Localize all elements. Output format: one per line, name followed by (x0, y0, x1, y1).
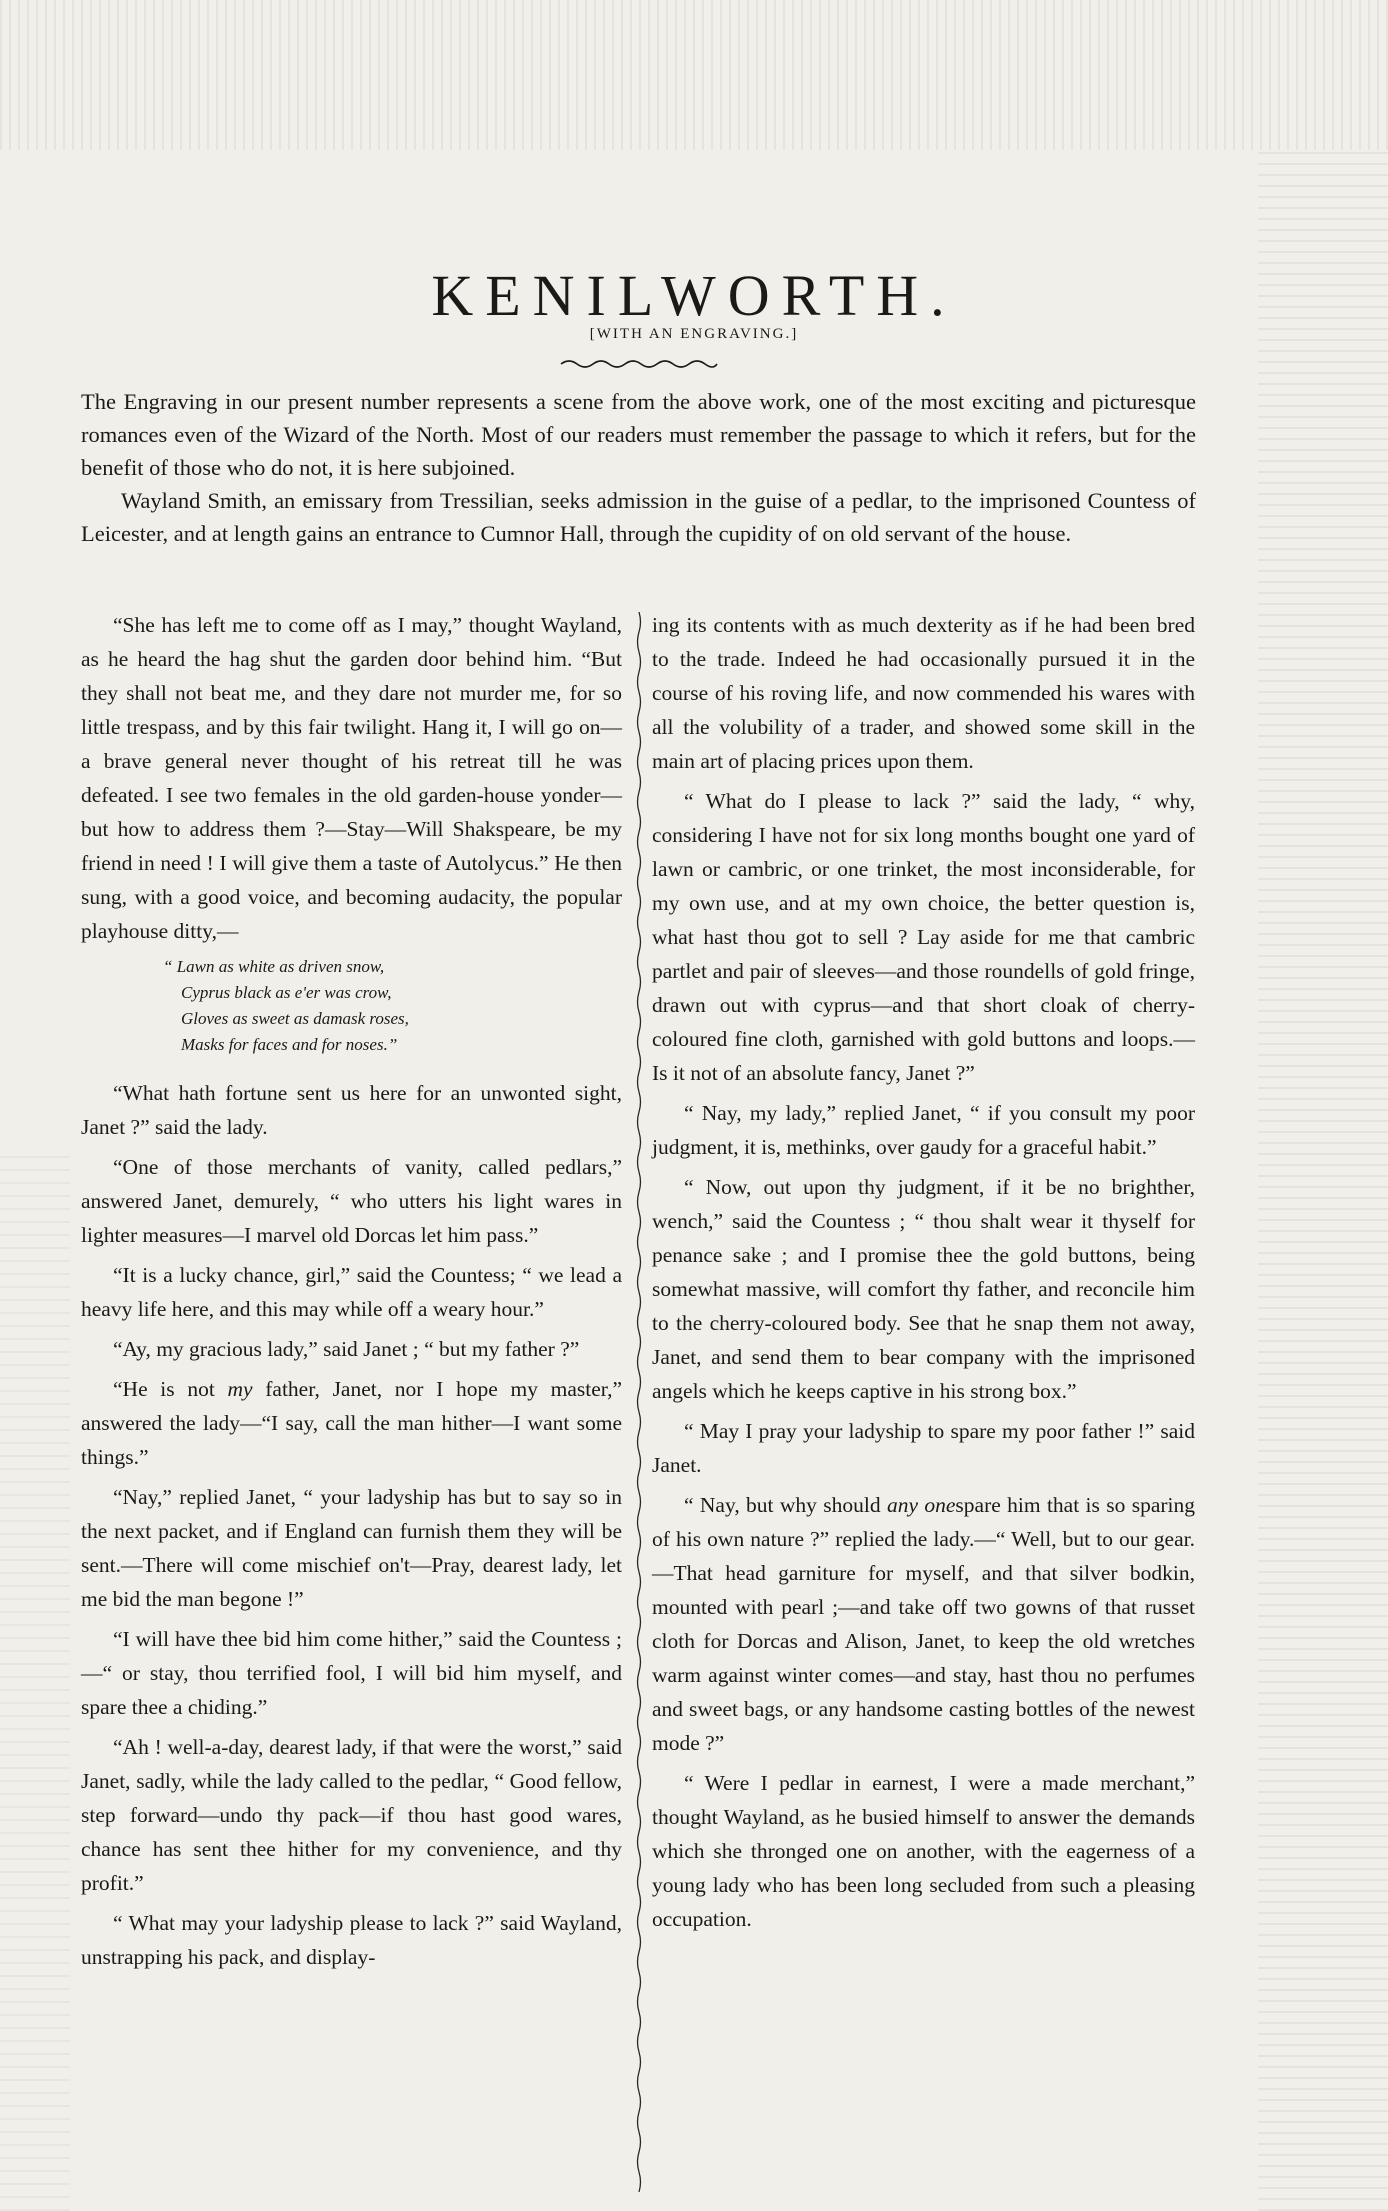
body-paragraph: “ What do I please to lack ?” said the lady, “ why, considering I have not for six long months bought one yard of lawn or cambric, or one trinket, the most inconsiderable, for my own use, and at my own choice, the better question is, what hast thou got to sell ? Lay aside for me that cambric partlet and pair of sleeves—and those roundells of gold fringe, drawn out with cyprus—and that short cloak of cherry-coloured fine cloth, garnished with gold buttons and loops.—Is it not of an absolute fancy, Janet ?” (652, 789, 1195, 1085)
body-paragraph: “ Now, out upon thy judgment, if it be no brighther, wench,” said the Countess ; “ thou shalt wear it thyself for penance sake ; and I promise thee the gold buttons, being somewhat massive, will comfort thy father, and reconcile him to the cherry-coloured body. See that he snap them not away, Janet, and send them to bear company with the imprisoned angels which he keeps captive in his strong box.” (652, 1175, 1195, 1403)
text-run: “ Nay, but why should (684, 1493, 887, 1517)
column-divider (636, 612, 642, 2202)
left-column (81, 608, 622, 1980)
body-paragraph: “ May I pray your ladyship to spare my poor father !” said Janet. (652, 1419, 1195, 1477)
body-paragraph: “ Were I pedlar in earnest, I were a made merchant,” thought Wayland, as he busied himself to answer the demands which she thronged one on another, with the eagerness of a young lady who has been long secluded from such a pleasing occupation. (652, 1771, 1195, 1931)
text-run: “He is not (113, 1377, 228, 1401)
verse-line: Gloves as sweet as damask roses, (181, 1009, 409, 1028)
text-run: spare him that is so sparing of his own nature ?” replied the lady.—“ Well, but to our gear.—That head garniture for myself, and that silver bodkin, mounted with pearl ;—and take off two gowns of that russet cloth for Dorcas and Alison, Janet, to keep the old wretches warm against winter comes—and stay, hast thou no perfumes and sweet bags, or any handsome casting bottles of the newest mode ?” (652, 1493, 1195, 1755)
body-paragraph (81, 1372, 622, 1474)
text-run: father, Janet, nor I hope my master,” answered the lady—“I say, call the man hither—I want some things.” (81, 1377, 622, 1469)
intro-section (81, 385, 1196, 550)
scan-noise-top (0, 0, 1388, 150)
body-paragraph (652, 1488, 1195, 1760)
scan-noise-left (0, 1150, 70, 2211)
verse-line: Cyprus black as e'er was crow, (181, 983, 392, 1002)
body-paragraph: “I will have thee bid him come hither,” said the Countess ;—“ or stay, thou terrified fool, I will bid him myself, and spare thee a chiding.” (81, 1627, 622, 1719)
body-paragraph: ing its contents with as much dexterity as if he had been bred to the trade. Indeed he had occasionally pursued it in the course of his roving life, and now commended his wares with all the volubility of a trader, and showed some skill in the main art of placing prices upon them. (652, 613, 1195, 773)
scan-noise-right (1258, 150, 1388, 2211)
verse-line: “ Lawn as white as driven snow, (163, 957, 385, 976)
intro-paragraph: The Engraving in our present number represents a scene from the above work, one of the most exciting and picturesque romances even of the Wizard of the North. Most of our readers must remember the passage to which it refers, but for the benefit of those who do not, it is here subjoined. (81, 389, 1196, 480)
body-paragraph: “ Nay, my lady,” replied Janet, “ if you consult my poor judgment, it is, methinks, over gaudy for a graceful habit.” (652, 1101, 1195, 1159)
article-title: KENILWORTH. (431, 263, 957, 328)
flourish-ornament (559, 356, 719, 372)
verse-block (81, 954, 622, 1058)
emphasis-text: my (227, 1377, 253, 1401)
article-subtitle: [WITH AN ENGRAVING.] (589, 326, 799, 342)
verse-line: Masks for faces and for noses.” (181, 1035, 398, 1054)
body-paragraph: “Ay, my gracious lady,” said Janet ; “ but my father ?” (113, 1337, 580, 1361)
right-column (652, 608, 1195, 1942)
body-paragraph: “It is a lucky chance, girl,” said the Countess; “ we lead a heavy life here, and this may while off a weary hour.” (81, 1263, 622, 1321)
intro-paragraph: Wayland Smith, an emissary from Tressilian, seeks admission in the guise of a pedlar, to the imprisoned Countess of Leicester, and at length gains an entrance to Cumnor Hall, through the cupidity of on old servant of the house. (81, 488, 1196, 546)
emphasis-text: any one (886, 1493, 956, 1517)
body-paragraph: “Nay,” replied Janet, “ your ladyship has but to say so in the next packet, and if England can furnish them they will be sent.—There will come mischief on't—Pray, dearest lady, let me bid the man begone !” (81, 1485, 622, 1611)
body-paragraph: “Ah ! well-a-day, dearest lady, if that were the worst,” said Janet, sadly, while the lady called to the pedlar, “ Good fellow, step forward—undo thy pack—if thou hast good wares, chance has sent thee hither for my convenience, and thy profit.” (81, 1735, 622, 1895)
body-paragraph: “One of those merchants of vanity, called pedlars,” answered Janet, demurely, “ who utters his light wares in lighter measures—I marvel old Dorcas let him pass.” (81, 1155, 622, 1247)
body-paragraph: “ What may your ladyship please to lack ?” said Wayland, unstrapping his pack, and display- (81, 1911, 622, 1969)
body-paragraph: “What hath fortune sent us here for an unwonted sight, Janet ?” said the lady. (81, 1081, 622, 1139)
body-paragraph: “She has left me to come off as I may,” thought Wayland, as he heard the hag shut the garden door behind him. “But they shall not beat me, and they dare not murder me, for so little trespass, and by this fair twilight. Hang it, I will go on—a brave general never thought of his retreat till he was defeated. I see two females in the old garden-house yonder—but how to address them ?—Stay—Will Shakspeare, be my friend in need ! I will give them a taste of Autolycus.” He then sung, with a good voice, and becoming audacity, the popular playhouse ditty,— (81, 613, 622, 943)
